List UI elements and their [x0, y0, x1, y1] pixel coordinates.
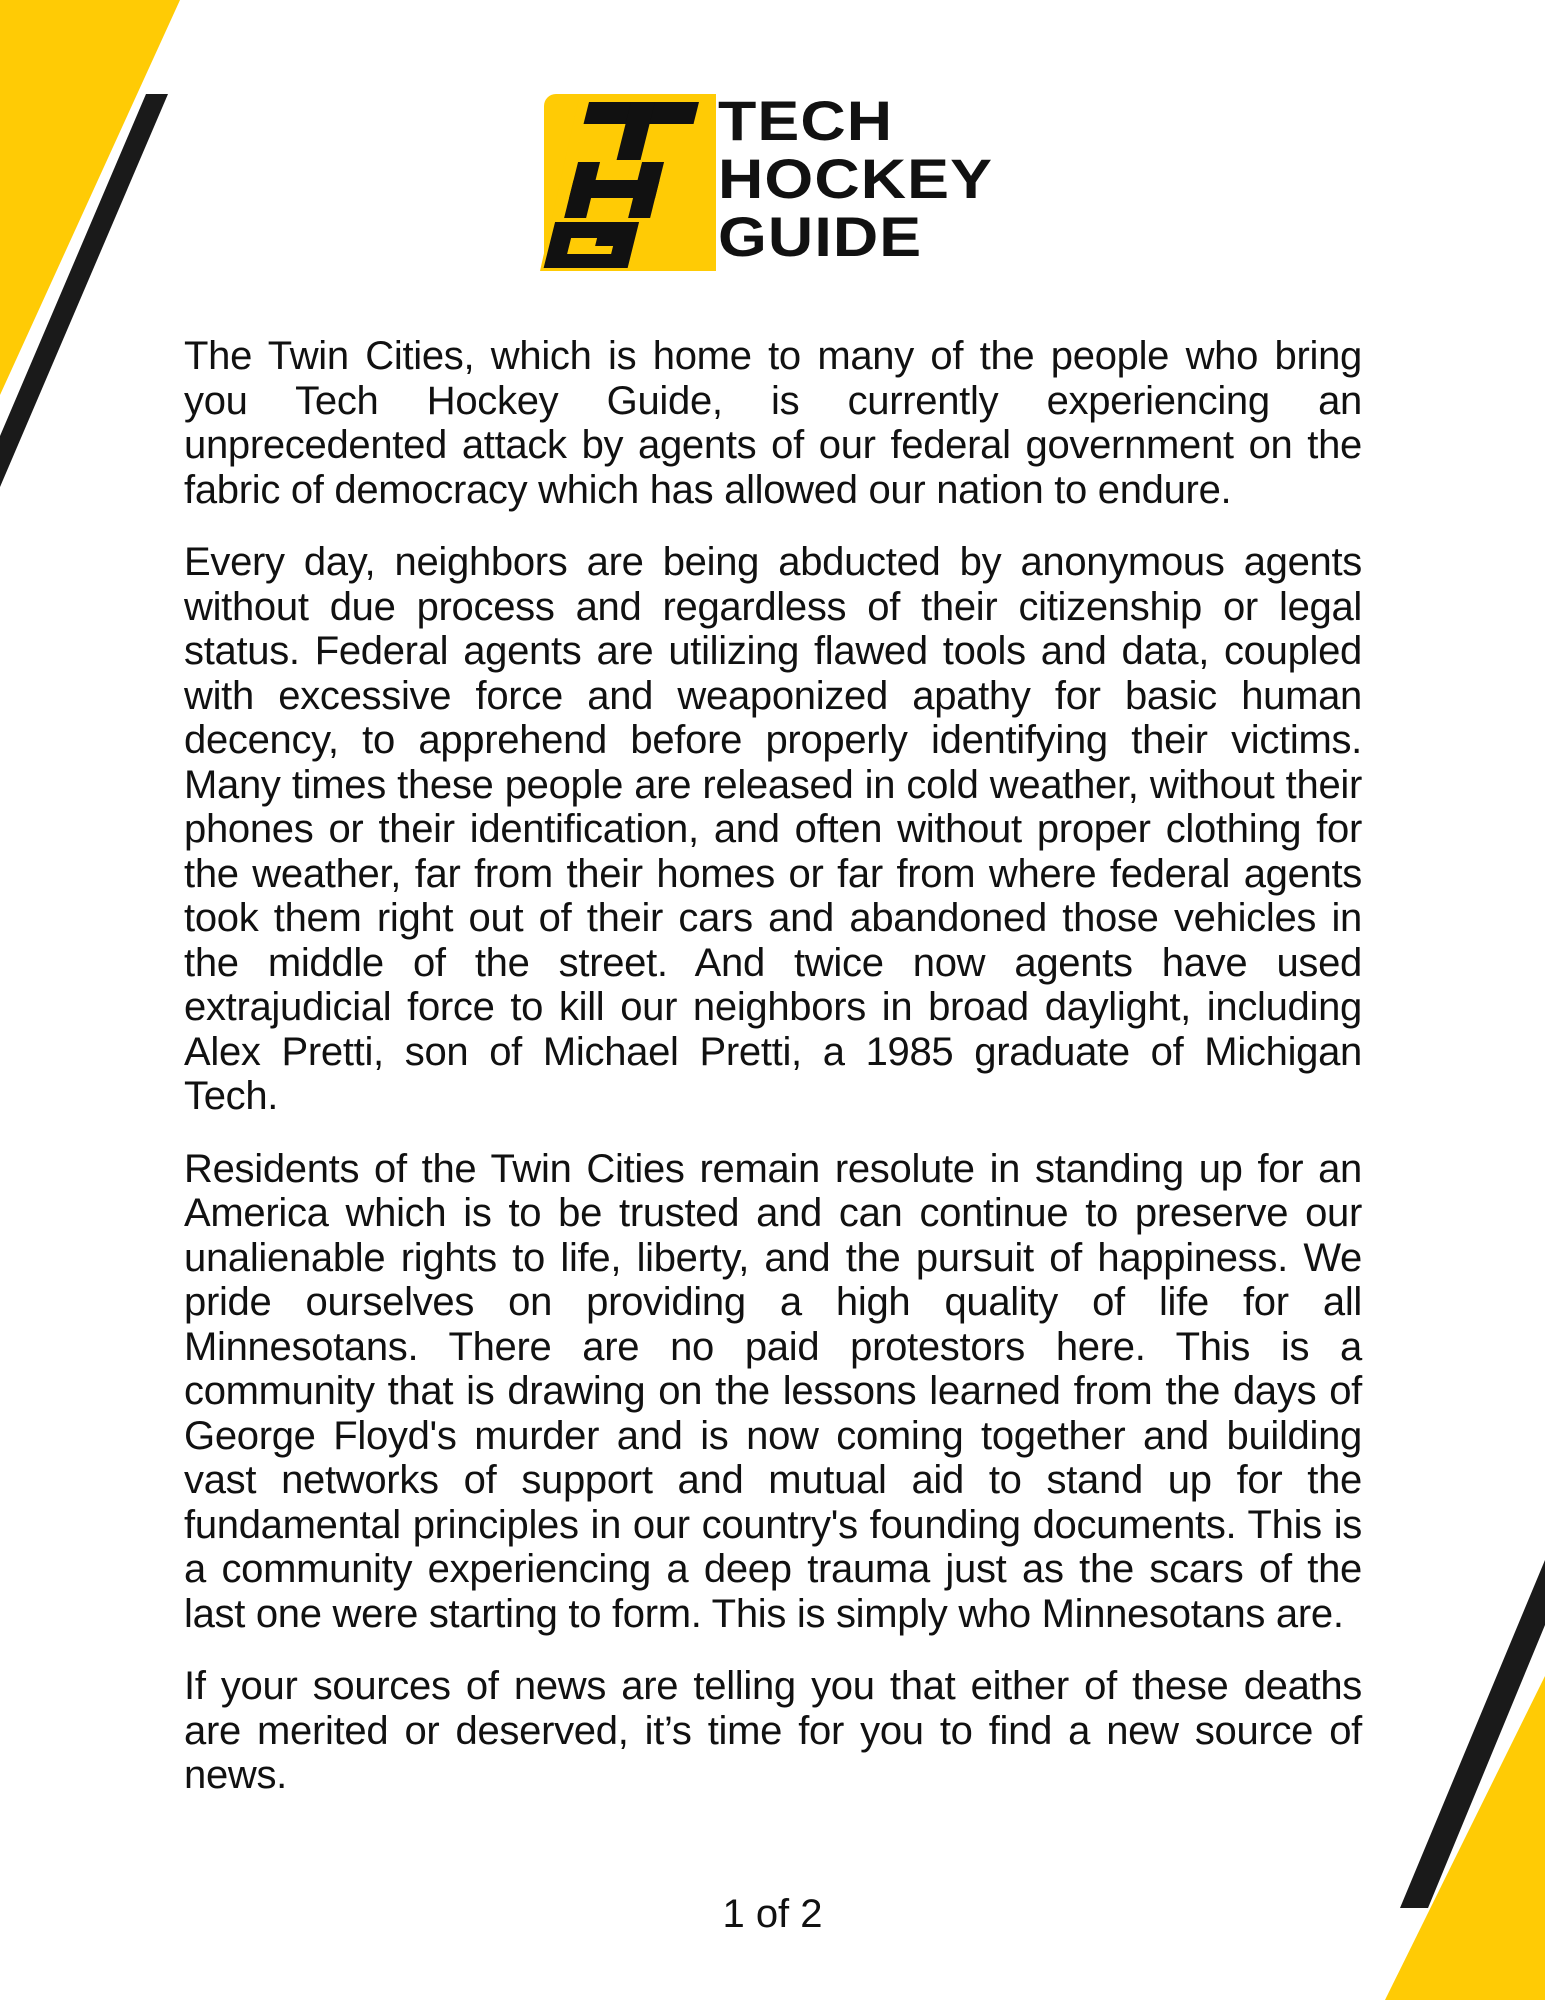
letter-body	[184, 334, 1362, 1826]
logo-line-tech: TECH	[718, 89, 894, 152]
bottom-right-yellow-stripe	[1385, 1676, 1545, 2000]
tech-hockey-guide-logo	[540, 90, 1010, 275]
page-number: 1 of 2	[722, 1892, 823, 1936]
top-left-yellow-stripe	[0, 0, 180, 395]
logo-line-guide: GUIDE	[718, 205, 923, 268]
paragraph-4: If your sources of news are telling you that either of these deaths are merited or deserved, it’s time for you to find a new source of news.	[184, 1664, 1362, 1797]
logo-line-hockey: HOCKEY	[718, 147, 994, 210]
logo-wordmark	[718, 89, 994, 268]
thg-monogram-icon	[540, 90, 720, 275]
paragraph-2: Every day, neighbors are being abducted by anonymous agents without due process and regardless of their citizenship or legal status. Federal agents are utilizing flawed tools and data, coupled with excessive force and weaponized apathy for basic human decency, to apprehend before properly identifying their victims. Many times these people are released in cold weather, without their phones or their identification, and often without proper clothing for the weather, far from their homes or far from where federal agents took them right out of their cars and abandoned those vehicles in the middle of the street. And twice now agents have used extrajudicial force to kill our neighbors in broad daylight, including Alex Pretti, son of Michael Pretti, a 1985 graduate of Michigan Tech.	[184, 540, 1362, 1118]
paragraph-3: Residents of the Twin Cities remain resolute in standing up for an America which is to be trusted and can continue to preserve our unalienable rights to life, liberty, and the pursuit of happiness. We pride ourselves on providing a high quality of life for all Minnesotans. There are no paid protestors here. This is a community that is drawing on the lessons learned from the days of George Floyd's murder and is now coming together and building vast networks of support and mutual aid to stand up for the fundamental principles in our country's founding documents. This is a community experiencing a deep trauma just as the scars of the last one were starting to form. This is simply who Minnesotans are.	[184, 1146, 1362, 1636]
paragraph-1: The Twin Cities, which is home to many of the people who bring you Tech Hockey Guide, is currently experiencing an unprecedented attack by agents of our federal government on the fabric of democracy which has allowed our nation to endure.	[184, 334, 1362, 512]
